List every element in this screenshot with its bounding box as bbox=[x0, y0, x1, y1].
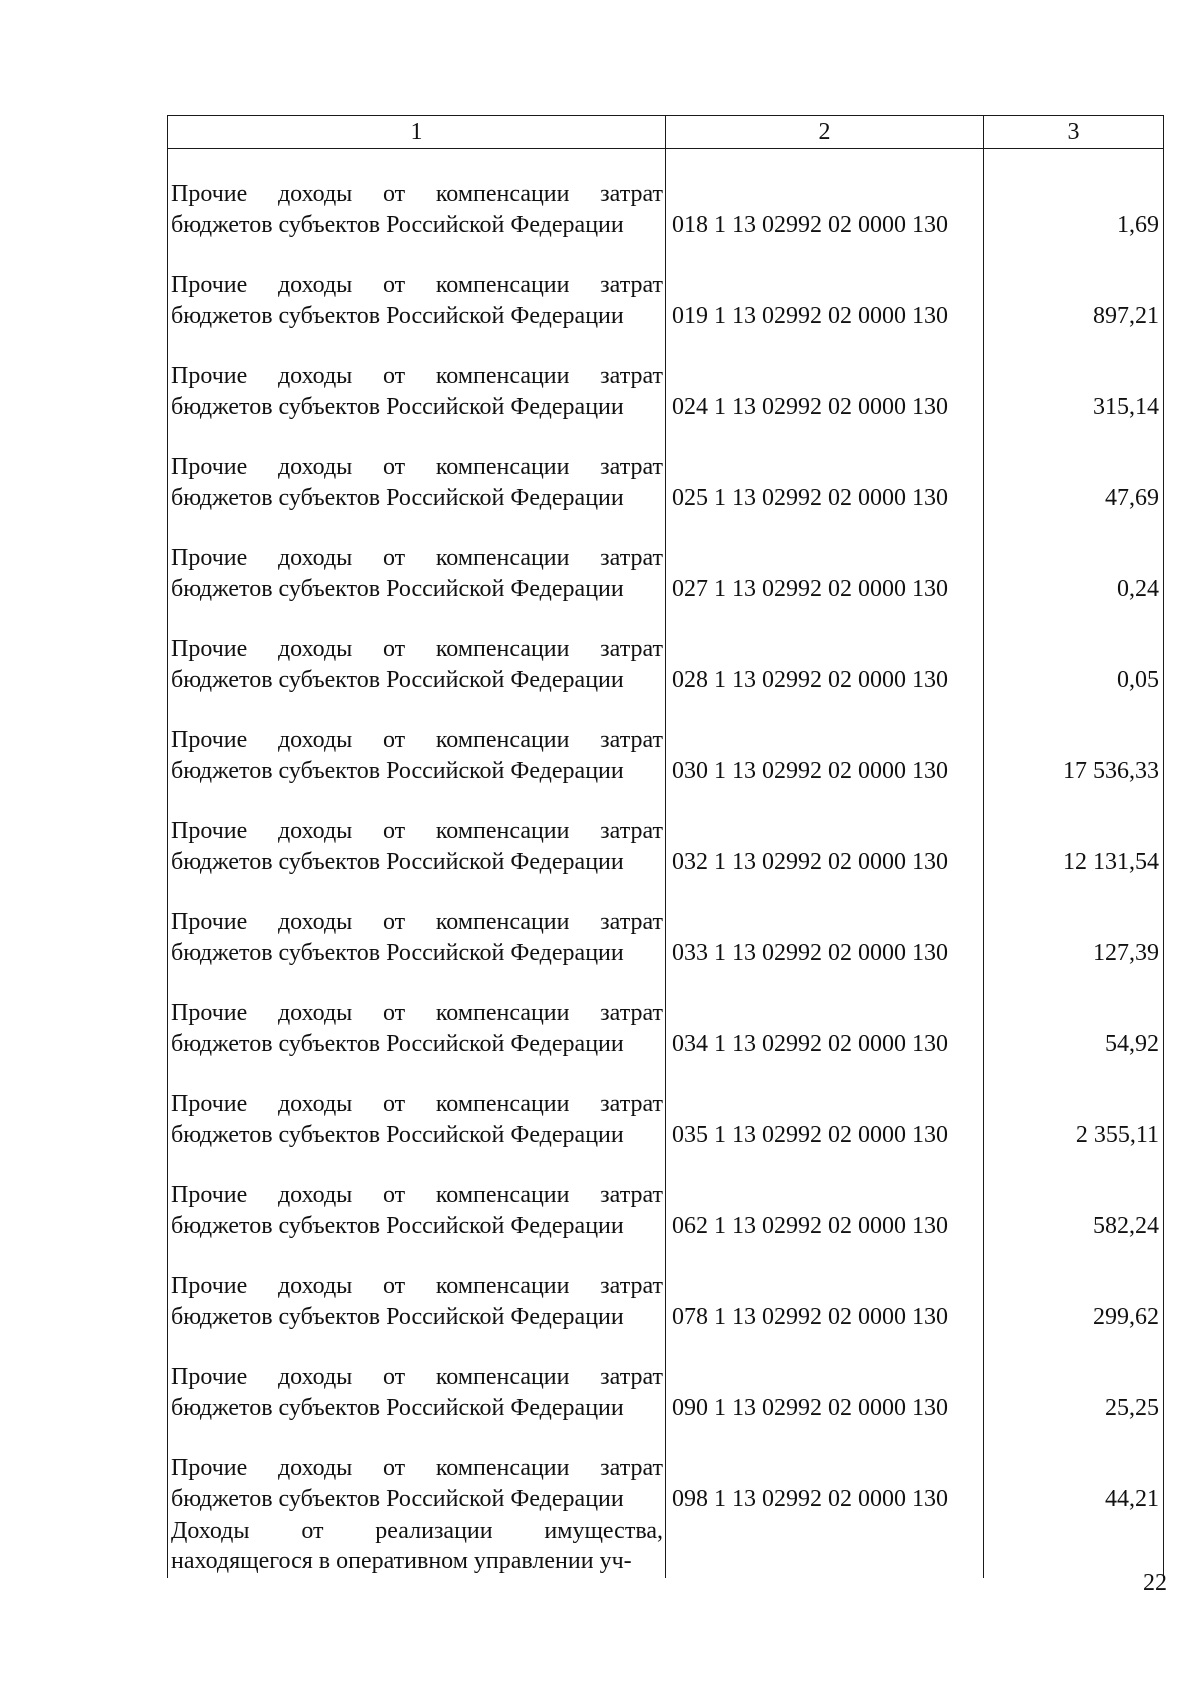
table-row bbox=[168, 968, 1164, 1059]
row-description: Прочие доходы от компенсации затрат бюджетов субъектов Российской Федерации bbox=[168, 1241, 666, 1332]
row-description: Прочие доходы от компенсации затрат бюджетов субъектов Российской Федерации bbox=[168, 331, 666, 422]
row-amount: 44,21 bbox=[984, 1423, 1164, 1514]
row-description: Прочие доходы от компенсации затрат бюджетов субъектов Российской Федерации bbox=[168, 695, 666, 786]
row-code: 024 1 13 02992 02 0000 130 bbox=[666, 331, 984, 422]
row-description: Доходы от реализации имущества, находящегося в оперативном управлении уч- bbox=[168, 1514, 666, 1578]
row-amount: 47,69 bbox=[984, 422, 1164, 513]
row-code bbox=[666, 1514, 984, 1578]
row-code: 018 1 13 02992 02 0000 130 bbox=[666, 149, 984, 241]
table-row bbox=[168, 422, 1164, 513]
page-number: 22 bbox=[1143, 1570, 1167, 1596]
row-code: 025 1 13 02992 02 0000 130 bbox=[666, 422, 984, 513]
table-row bbox=[168, 604, 1164, 695]
row-description: Прочие доходы от компенсации затрат бюджетов субъектов Российской Федерации bbox=[168, 1332, 666, 1423]
column-header-2: 2 bbox=[666, 116, 984, 149]
revenue-table bbox=[167, 115, 1164, 1578]
row-amount: 1,69 bbox=[984, 149, 1164, 241]
table-row bbox=[168, 786, 1164, 877]
row-code: 030 1 13 02992 02 0000 130 bbox=[666, 695, 984, 786]
row-amount: 897,21 bbox=[984, 240, 1164, 331]
row-amount: 17 536,33 bbox=[984, 695, 1164, 786]
row-amount: 315,14 bbox=[984, 331, 1164, 422]
row-code: 034 1 13 02992 02 0000 130 bbox=[666, 968, 984, 1059]
row-amount: 12 131,54 bbox=[984, 786, 1164, 877]
row-amount: 0,24 bbox=[984, 513, 1164, 604]
row-description: Прочие доходы от компенсации затрат бюджетов субъектов Российской Федерации bbox=[168, 604, 666, 695]
row-amount: 127,39 bbox=[984, 877, 1164, 968]
row-description: Прочие доходы от компенсации затрат бюджетов субъектов Российской Федерации bbox=[168, 968, 666, 1059]
table-row-continued bbox=[168, 1514, 1164, 1578]
column-header-1: 1 bbox=[168, 116, 666, 149]
row-amount: 582,24 bbox=[984, 1150, 1164, 1241]
row-description: Прочие доходы от компенсации затрат бюджетов субъектов Российской Федерации bbox=[168, 877, 666, 968]
row-code: 028 1 13 02992 02 0000 130 bbox=[666, 604, 984, 695]
table-row bbox=[168, 1059, 1164, 1150]
table-row bbox=[168, 331, 1164, 422]
table-row bbox=[168, 695, 1164, 786]
row-amount: 54,92 bbox=[984, 968, 1164, 1059]
row-amount bbox=[984, 1514, 1164, 1578]
row-amount: 0,05 bbox=[984, 604, 1164, 695]
row-code: 062 1 13 02992 02 0000 130 bbox=[666, 1150, 984, 1241]
row-description: Прочие доходы от компенсации затрат бюджетов субъектов Российской Федерации bbox=[168, 422, 666, 513]
row-code: 090 1 13 02992 02 0000 130 bbox=[666, 1332, 984, 1423]
table-row bbox=[168, 149, 1164, 241]
table-body bbox=[168, 149, 1164, 1579]
row-code: 019 1 13 02992 02 0000 130 bbox=[666, 240, 984, 331]
table-row bbox=[168, 1423, 1164, 1514]
table-row bbox=[168, 240, 1164, 331]
table-header-row bbox=[168, 116, 1164, 149]
row-amount: 2 355,11 bbox=[984, 1059, 1164, 1150]
table-row bbox=[168, 877, 1164, 968]
row-code: 098 1 13 02992 02 0000 130 bbox=[666, 1423, 984, 1514]
table-row bbox=[168, 1150, 1164, 1241]
row-code: 033 1 13 02992 02 0000 130 bbox=[666, 877, 984, 968]
row-code: 027 1 13 02992 02 0000 130 bbox=[666, 513, 984, 604]
row-description: Прочие доходы от компенсации затрат бюджетов субъектов Российской Федерации bbox=[168, 1150, 666, 1241]
row-description: Прочие доходы от компенсации затрат бюджетов субъектов Российской Федерации bbox=[168, 786, 666, 877]
row-description: Прочие доходы от компенсации затрат бюджетов субъектов Российской Федерации bbox=[168, 240, 666, 331]
table-row bbox=[168, 513, 1164, 604]
row-code: 078 1 13 02992 02 0000 130 bbox=[666, 1241, 984, 1332]
column-header-3: 3 bbox=[984, 116, 1164, 149]
row-description: Прочие доходы от компенсации затрат бюджетов субъектов Российской Федерации bbox=[168, 149, 666, 241]
row-description: Прочие доходы от компенсации затрат бюджетов субъектов Российской Федерации bbox=[168, 1423, 666, 1514]
row-amount: 25,25 bbox=[984, 1332, 1164, 1423]
row-description: Прочие доходы от компенсации затрат бюджетов субъектов Российской Федерации bbox=[168, 513, 666, 604]
row-code: 032 1 13 02992 02 0000 130 bbox=[666, 786, 984, 877]
table-row bbox=[168, 1241, 1164, 1332]
row-description: Прочие доходы от компенсации затрат бюджетов субъектов Российской Федерации bbox=[168, 1059, 666, 1150]
row-amount: 299,62 bbox=[984, 1241, 1164, 1332]
row-code: 035 1 13 02992 02 0000 130 bbox=[666, 1059, 984, 1150]
table-row bbox=[168, 1332, 1164, 1423]
